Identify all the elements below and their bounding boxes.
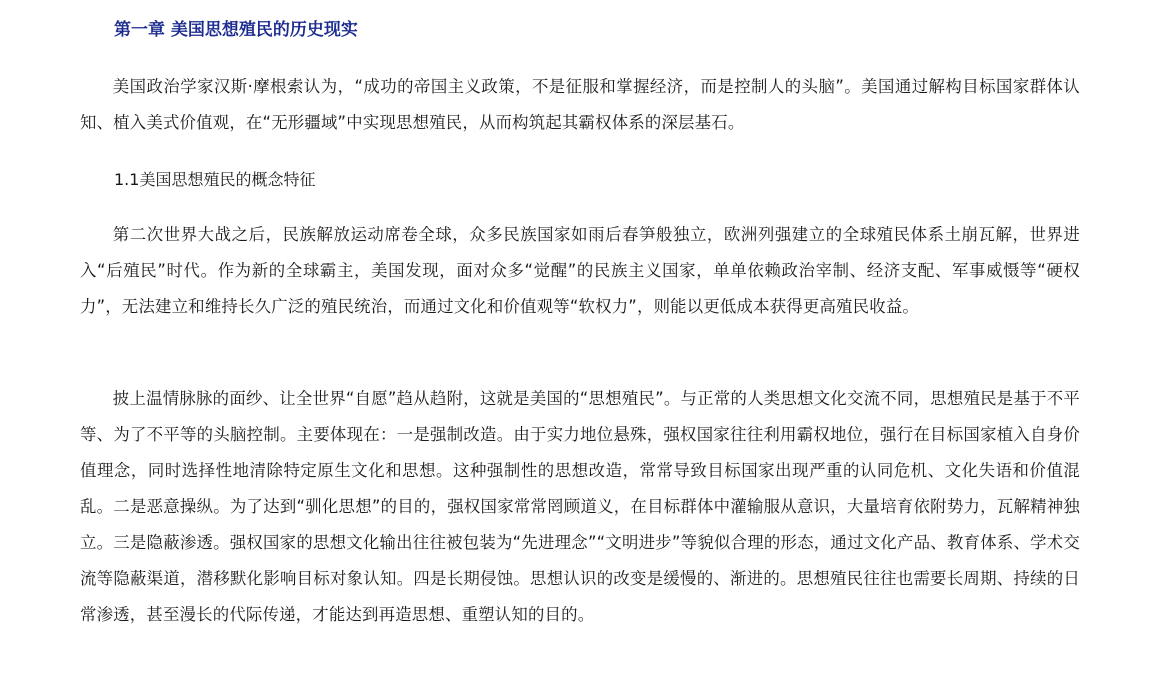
postwar-paragraph: 第二次世界大战之后，民族解放运动席卷全球，众多民族国家如雨后春笋般独立，欧洲列强建立的全球殖民体系土崩瓦解，世界进入“后殖民”时代。作为新的全球霸主，美国发现，面对众多“觉醒”的民族主义国家，单单依赖政治宰制、经济支配、军事威慑等“硬权力”，无法建立和维持长久广泛的殖民统治，而通过文化和价值观等“软权力”，则能以更低成本获得更高殖民收益。: [80, 225, 1080, 316]
chapter-title: 第一章 美国思想殖民的历史现实: [114, 20, 358, 40]
section-heading: 1.1美国思想殖民的概念特征: [114, 170, 316, 189]
features-paragraph: 披上温情脉脉的面纱、让全世界“自愿”趋从趋附，这就是美国的“思想殖民”。与正常的人类思想文化交流不同，思想殖民是基于不平等、为了不平等的头脑控制。主要体现在：一是强制改造。由于实力地位悬殊，强权国家往往利用霸权地位，强行在目标国家植入自身价值理念，同时选择性地清除特定原生文化和思想。这种强制性的思想改造，常常导致目标国家出现严重的认同危机、文化失语和价值混乱。二是恶意操纵。为了达到“驯化思想”的目的，强权国家常常罔顾道义，在目标群体中灌输服从意识，大量培育依附势力，瓦解精神独立。三是隐蔽渗透。强权国家的思想文化输出往往被包装为“先进理念”“文明进步”等貌似合理的形态，通过文化产品、教育体系、学术交流等隐蔽渠道，潜移默化影响目标对象认知。四是长期侵蚀。思想认识的改变是缓慢的、渐进的。思想殖民往往也需要长周期、持续的日常渗透，甚至漫长的代际传递，才能达到再造思想、重塑认知的目的。: [80, 389, 1080, 624]
intro-paragraph: 美国政治学家汉斯·摩根索认为，“成功的帝国主义政策，不是征服和掌握经济，而是控制人的头脑”。美国通过解构目标国家群体认知、植入美式价值观，在“无形疆域”中实现思想殖民，从而构筑起其霸权体系的深层基石。: [80, 77, 1080, 132]
